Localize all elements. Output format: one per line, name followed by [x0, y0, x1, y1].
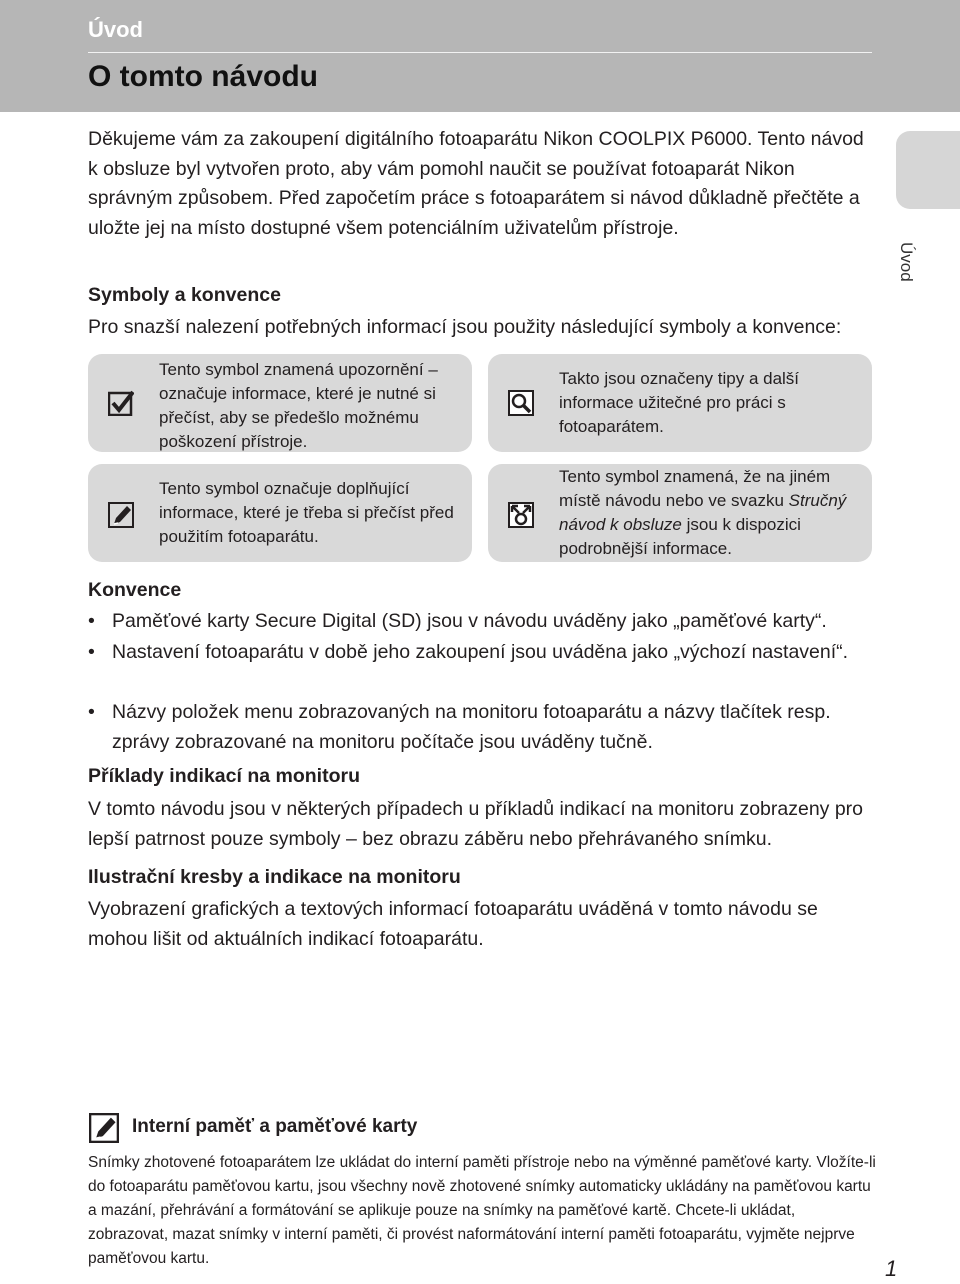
priklady-paragraph: V tomto návodu jsou v některých případech u příkladů indikací na monitoru zobrazeny pro lepší patrnost pouze symboly – bez obrazu záběru nebo přehrávaného snímku. — [88, 798, 864, 850]
ilustracni-heading: Ilustrační kresby a indikace na monitoru — [88, 866, 461, 888]
symbol-box-text: Takto jsou označeny tipy a další informace užitečné pro práci s fotoaparátem. — [559, 369, 800, 436]
section-label: Úvod — [88, 17, 143, 42]
symbol-box-tip — [488, 354, 872, 452]
header-band — [0, 0, 960, 112]
reference-arrows-icon — [508, 502, 534, 528]
list-item-text: Nastavení fotoaparátu v době jeho zakoupení jsou uváděna jako „výchozí nastavení“. — [112, 641, 849, 663]
magnifier-tip-icon — [508, 390, 534, 416]
checkmark-warning-icon — [108, 390, 134, 416]
symbols-heading: Symboly a konvence — [88, 284, 281, 306]
note-text: Snímky zhotovené fotoaparátem lze ukládat do interní paměti přístroje nebo na výměnné paměťové karty. Vložíte-li do fotoaparátu paměťovou kartu, jsou všechny nově zhotovené snímky automaticky ukládány na paměťovou kartu a mazání, přehrávání a formátování se aplikuje pouze na snímky na paměťové kartě. Chcete-li ukládat, zobrazovat, mazat snímky v interní paměti, či provést naformátování interní paměti fotoaparátu, vyjměte nejprve paměťovou kartu. — [88, 1154, 876, 1267]
pencil-note-icon — [89, 1113, 119, 1143]
symbol-box-text — [559, 465, 864, 561]
note-title: Interní paměť a paměťové karty — [132, 1116, 418, 1137]
intro-paragraph: Děkujeme vám za zakoupení digitálního fotoaparátu Nikon COOLPIX P6000. Tento návod k obsluze byl vytvořen proto, aby vám pomohl naučit se používat fotoaparát Nikon správným způsobem. Před započetím práce s fotoaparátem si návod důkladně přečtěte a uložte jej na místo dostupné všem potenciálním uživatelům přístroje. — [88, 128, 864, 239]
symbol-box-reference — [488, 464, 872, 562]
reference-text-italic: Stručný návod k obsluze — [559, 491, 847, 534]
bullet-mark: • — [88, 701, 95, 723]
bullet-mark: • — [88, 610, 95, 632]
list-item-text: Paměťové karty Secure Digital (SD) jsou v návodu uváděny jako „paměťové karty“. — [112, 610, 827, 632]
priklady-heading: Příklady indikací na monitoru — [88, 765, 360, 787]
page-number: 1 — [885, 1256, 898, 1281]
reference-text-after: jsou k dispozici podrobnější informace. — [559, 515, 801, 558]
ilustracni-paragraph: Vyobrazení grafických a textových informací fotoaparátu uváděná v tomto návodu se mohou lišit od aktuálních indikací fotoaparátu. — [88, 898, 818, 950]
side-tab-label: Úvod — [897, 242, 916, 282]
symbol-box-note — [88, 464, 472, 562]
header-divider — [88, 52, 872, 53]
bullet-mark: • — [88, 641, 95, 663]
symbol-box-warning — [88, 354, 472, 452]
symbols-lead: Pro snazší nalezení potřebných informací jsou použity následující symboly a konvence: — [88, 316, 842, 338]
konvence-heading: Konvence — [88, 579, 182, 601]
reference-text-before: Tento symbol znamená, že na jiném místě návodu nebo ve svazku — [559, 467, 831, 510]
symbol-box-text: Tento symbol znamená upozornění – označuje informace, které je nutné si přečíst, aby se předešlo možnému poškození přístroje. — [159, 360, 438, 451]
pencil-note-icon — [108, 502, 134, 528]
side-tab — [896, 131, 960, 209]
list-item-text: Názvy položek menu zobrazovaných na monitoru fotoaparátu a názvy tlačítek resp. zprávy zobrazované na monitoru počítače jsou uváděny tučně. — [112, 701, 831, 753]
page-title: O tomto návodu — [88, 60, 318, 93]
symbol-box-text: Tento symbol označuje doplňující informace, které je třeba si přečíst před použitím fotoaparátu. — [159, 479, 454, 546]
